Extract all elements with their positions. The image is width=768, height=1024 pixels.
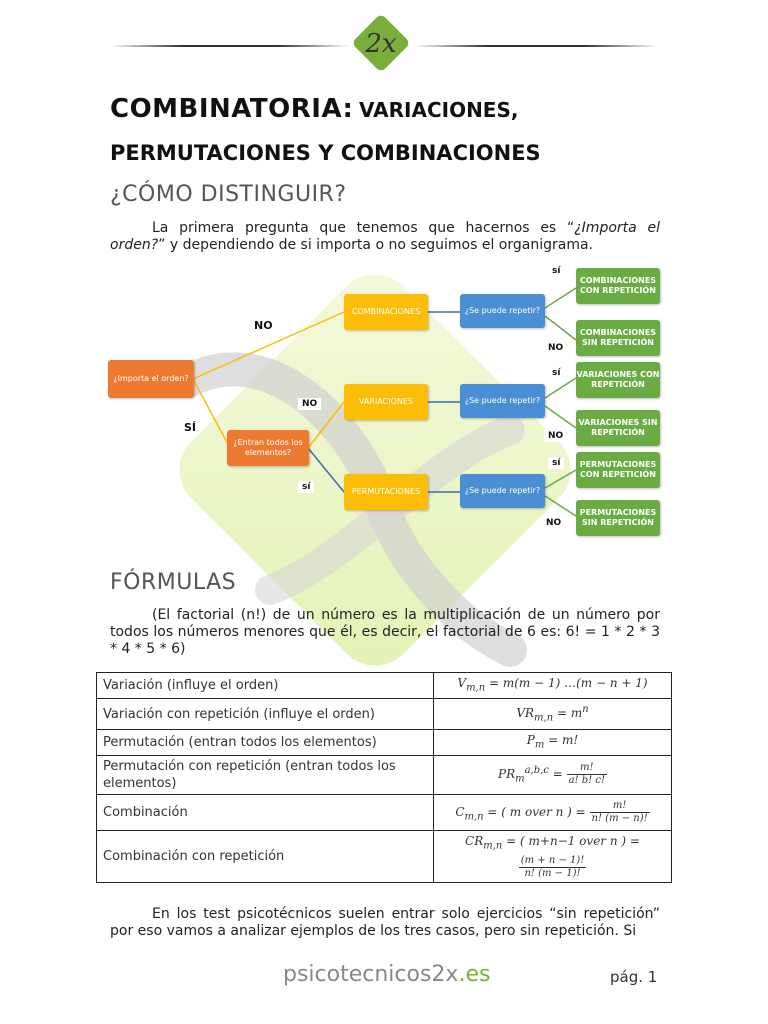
formula-math: $C_{m,n}$ = ( m over n ) = $\frac{m!}{n! (m - n)!}$ bbox=[434, 795, 672, 831]
label-si-comb: sí bbox=[548, 265, 564, 277]
node-importa-orden: ¿Importa el orden? bbox=[108, 360, 194, 398]
table-row bbox=[97, 795, 672, 831]
formulas-table bbox=[96, 672, 672, 883]
label-no-perm: NO bbox=[542, 517, 565, 529]
label-no-variaciones: NO bbox=[298, 398, 321, 410]
result-var-sin-rep: VARIACIONES SIN REPETICIÓN bbox=[576, 410, 660, 446]
node-repetir-2: ¿Se puede repetir? bbox=[460, 384, 545, 418]
section-heading-formulas: FÓRMULAS bbox=[110, 570, 237, 595]
table-row bbox=[97, 729, 672, 755]
page-title bbox=[110, 94, 518, 124]
header-rule-right bbox=[414, 45, 658, 47]
label-no-main: NO bbox=[250, 318, 277, 333]
label-si-permutaciones: sí bbox=[298, 481, 314, 493]
formula-math: $PR_m^{a,b,c}$ = $\frac{m!}{a! b! c!}$ bbox=[434, 756, 672, 795]
intro-paragraph: La primera pregunta que tenemos que hacernos es “¿Importa el orden?” y dependiendo de si importa o no seguimos el organigrama. bbox=[110, 220, 660, 253]
formula-name: Variación (influye el orden) bbox=[97, 673, 434, 699]
result-var-con-rep: VARIACIONES CON REPETICIÓN bbox=[576, 362, 660, 398]
node-repetir-3: ¿Se puede repetir? bbox=[460, 474, 545, 508]
formula-math: $CR_{m,n}$ = ( m+n−1 over n ) = $\frac{(m + n - 1)!}{n! (m - 1)!}$ bbox=[434, 831, 672, 882]
label-no-var: NO bbox=[544, 430, 567, 442]
label-no-comb: NO bbox=[544, 342, 567, 354]
formula-name: Permutación (entran todos los elementos) bbox=[97, 729, 434, 755]
node-variaciones: VARIACIONES bbox=[344, 384, 428, 420]
node-entran-elementos: ¿Entran todos los elementos? bbox=[227, 430, 309, 466]
result-comb-sin-rep: COMBINACIONES SIN REPETICIÓN bbox=[576, 320, 660, 356]
page-title-line2: PERMUTACIONES Y COMBINACIONES bbox=[110, 141, 541, 165]
header-rule-left bbox=[110, 45, 350, 47]
formula-name: Permutación con repetición (entran todos los elementos) bbox=[97, 756, 434, 795]
formula-math: $VR_{m,n} = m^n$ bbox=[434, 699, 672, 729]
result-comb-con-rep: COMBINACIONES CON REPETICIÓN bbox=[576, 268, 660, 304]
section-heading-distinguish: ¿CÓMO DISTINGUIR? bbox=[110, 182, 347, 207]
result-perm-sin-rep: PERMUTACIONES SIN REPETICIÓN bbox=[576, 500, 660, 536]
closing-paragraph: En los test psicotécnicos suelen entrar solo ejercicios “sin repetición” por eso vamos a analizar ejemplos de los tres casos, pero sin repetición. Si bbox=[110, 906, 660, 939]
label-si-main: SÍ bbox=[180, 420, 200, 435]
result-perm-con-rep: PERMUTACIONES CON REPETICIÓN bbox=[576, 452, 660, 488]
table-row bbox=[97, 756, 672, 795]
formula-name: Variación con repetición (influye el orden) bbox=[97, 699, 434, 729]
formula-name: Combinación con repetición bbox=[97, 831, 434, 882]
formula-math: $V_{m,n} = m(m - 1)$ …(m − n + 1) bbox=[434, 673, 672, 699]
table-row bbox=[97, 673, 672, 699]
factorial-paragraph: (El factorial (n!) de un número es la multiplicación de un número por todos los números menores que él, es decir, el factorial de 6 es: 6! = 1 * 2 * 3 * 4 * 5 * 6) bbox=[110, 607, 660, 657]
table-row bbox=[97, 699, 672, 729]
node-combinaciones: COMBINACIONES bbox=[344, 294, 428, 330]
brand-logo bbox=[352, 14, 410, 72]
label-si-var: sí bbox=[548, 367, 564, 379]
title-rest: VARIACIONES, bbox=[359, 98, 519, 122]
table-row bbox=[97, 831, 672, 882]
formula-name: Combinación bbox=[97, 795, 434, 831]
footer-site: psicotecnicos2x.es bbox=[283, 962, 491, 987]
title-main: COMBINATORIA: bbox=[110, 94, 354, 124]
label-si-perm: sí bbox=[548, 457, 564, 469]
formula-math: $P_m = m$! bbox=[434, 729, 672, 755]
page-number: pág. 1 bbox=[610, 968, 658, 986]
node-repetir-1: ¿Se puede repetir? bbox=[460, 294, 545, 328]
logo-text: 2x bbox=[365, 29, 397, 59]
node-permutaciones: PERMUTACIONES bbox=[344, 474, 428, 510]
